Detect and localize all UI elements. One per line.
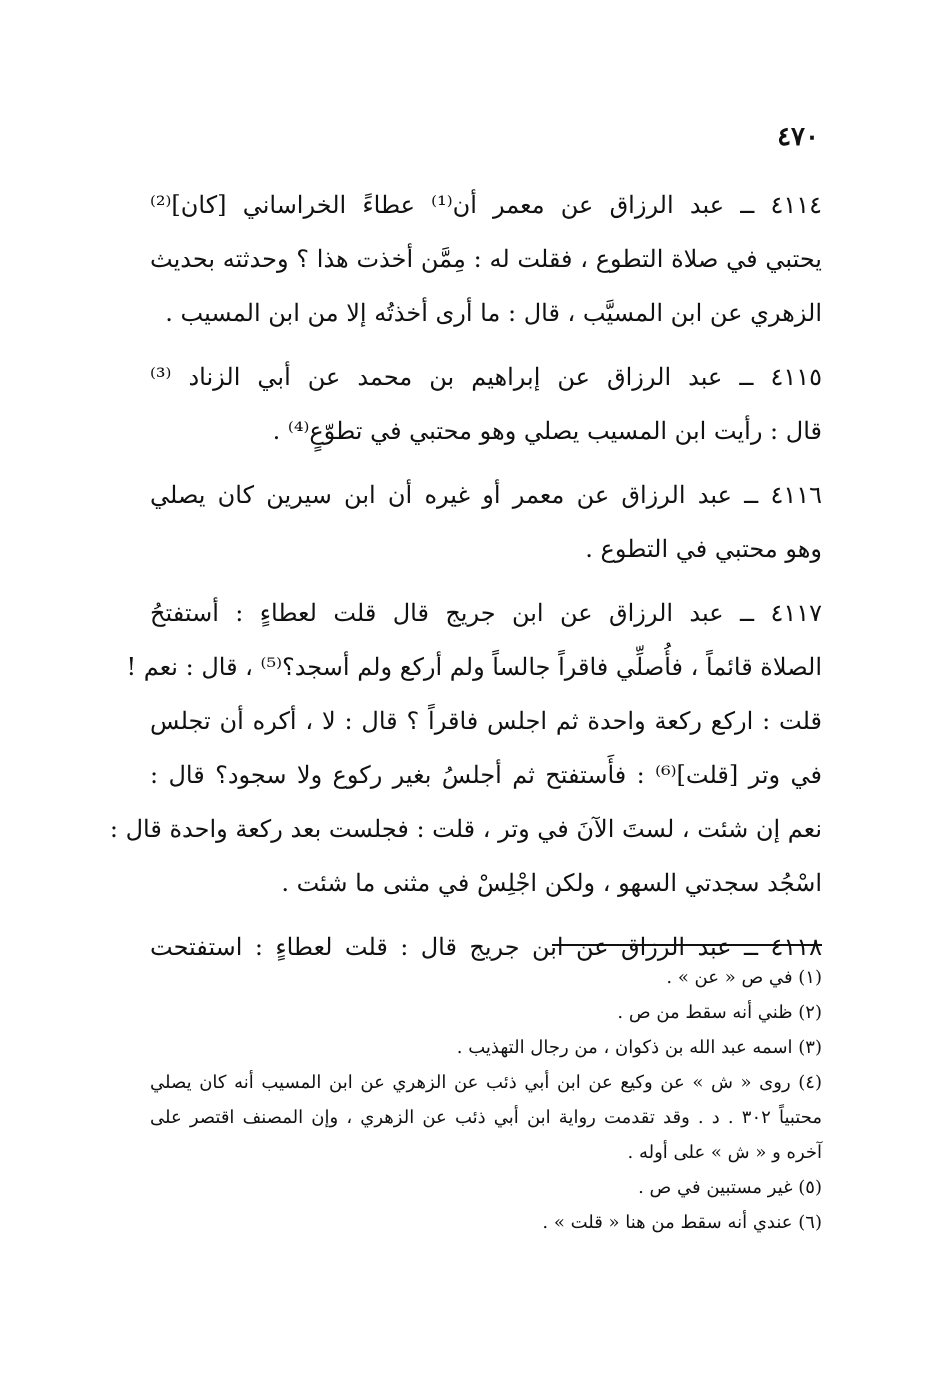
footnote-5: (٥) غير مستبين في ص . [638,1177,822,1198]
main-text [109,178,822,984]
text-line: قلت : اركع ركعة واحدة ثم اجلس فاقراً ؟ قال : لا ، أكره أن تجلس [150,707,822,735]
footnote-4: (٤) روى « ش » عن وكيع عن ابن أبي ذئب عن الزهري عن ابن المسيب أنه كان يصلي [150,1072,822,1093]
entry-4115 [150,350,822,458]
footnote-4-continued: محتبياً ٣٠٢ . د . وقد تقدمت رواية ابن أبي ذئب عن الزهري ، وإن المصنف اقتصر على [150,1107,822,1128]
footnote-1: (١) في ص « عن » . [666,967,822,988]
footnote-separator [552,944,822,946]
footnote-4-continued: آخره و « ش » على أوله . [627,1142,822,1163]
text-line: الزهري عن ابن المسيَّب ، قال : ما أرى أخذتُه إلا من ابن المسيب . [165,299,822,327]
text-line: ٤١١٨ ــ عبد الرزاق عن ابن جريج قال : قلت لعطاءٍ : استفتحت [150,933,822,961]
text-line: وهو محتبي في التطوع . [585,535,822,563]
footnote-6: (٦) عندي أنه سقط من هنا « قلت » . [542,1212,822,1233]
entry-4114 [150,178,822,340]
page-number: ٤٧٠ [777,122,819,152]
text-line: ٤١١٦ ــ عبد الرزاق عن معمر أو غيره أن ابن سيرين كان يصلي [150,481,822,509]
text-line: اسْجُد سجدتي السهو ، ولكن اجْلِسْ في مثنى ما شئت . [281,869,822,897]
footnotes [150,960,822,1240]
footnote-2: (٢) ظني أنه سقط من ص . [617,1002,822,1023]
entry-4116 [150,468,822,576]
footnote-3: (٣) اسمه عبد الله بن ذكوان ، من رجال التهذيب . [456,1037,822,1058]
entry-4117 [109,586,822,910]
text-line: الصلاة قائماً ، فأُصلِّي فاقراً جالساً ولم أركع ولم أسجد؟⁽⁵⁾ ، قال : نعم ! [126,653,822,681]
text-line: ٤١١٧ ــ عبد الرزاق عن ابن جريج قال قلت لعطاءٍ : أستفتحُ [150,599,822,627]
text-line: ٤١١٤ ــ عبد الرزاق عن معمر أن⁽¹⁾ عطاءً الخراساني [كان]⁽²⁾ [150,191,822,219]
text-line: يحتبي في صلاة التطوع ، فقلت له : مِمَّن أخذت هذا ؟ وحدثته بحديث [150,245,822,273]
text-line: ٤١١٥ ــ عبد الرزاق عن إبراهيم بن محمد عن أبي الزناد ⁽³⁾ [150,363,822,391]
text-line: قال : رأيت ابن المسيب يصلي وهو محتبي في تطوّعٍ⁽⁴⁾ . [272,417,822,445]
text-line: نعم إن شئت ، لستَ الآنَ في وتر ، قلت : فجلست بعد ركعة واحدة قال : [109,815,822,843]
text-line: في وتر [قلت]⁽⁶⁾ : فأَستفتح ثم أجلسُ بغير ركوع ولا سجود؟ قال : [150,761,822,789]
